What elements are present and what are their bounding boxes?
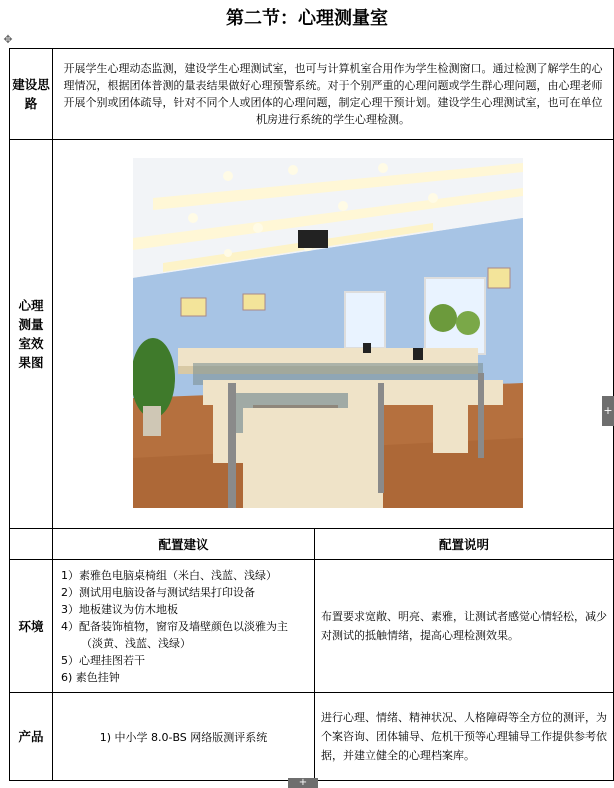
config-col-suggestion: 配置建议 — [53, 529, 315, 560]
product-note-cell — [315, 693, 614, 781]
design-label-text: 建设思路 — [12, 77, 50, 111]
list-item: 4）配备装饰植物，窗帘及墙壁颜色以淡雅为主（淡黄、浅蓝、浅绿） — [61, 619, 288, 650]
expand-row-icon[interactable]: + — [288, 778, 318, 788]
expand-column-icon[interactable]: + — [602, 396, 614, 426]
list-item: 1）素雅色电脑桌椅组（米白、浅蓝、浅绿） — [61, 568, 277, 582]
effect-label — [10, 140, 53, 529]
design-text-cell — [53, 49, 614, 140]
environment-items-cell — [53, 560, 315, 693]
product-item: 1) 中小学 8.0-BS 网络版测评系统 — [99, 730, 268, 744]
list-item: 5）心理挂图若干 — [61, 653, 145, 667]
environment-row — [10, 560, 614, 693]
config-table — [9, 48, 614, 781]
page-title: 第二节：心理测量室 — [226, 8, 388, 29]
table-move-handle-icon[interactable]: ✥ — [3, 33, 13, 46]
environment-label: 环境 — [10, 560, 53, 693]
list-item: 2）测试用电脑设备与测试结果打印设备 — [61, 585, 255, 599]
environment-note-cell — [315, 560, 614, 693]
room-photo — [133, 158, 523, 508]
product-label: 产品 — [10, 693, 53, 781]
effect-row — [10, 140, 614, 529]
effect-label-text: 心理测量室效果图 — [18, 298, 44, 370]
environment-list — [53, 565, 314, 688]
design-row — [10, 49, 614, 140]
list-item: 6) 素色挂钟 — [61, 670, 120, 684]
config-col-description: 配置说明 — [315, 529, 614, 560]
config-header-row — [10, 529, 614, 560]
design-text: 开展学生心理动态监测，建设学生心理测试室，也可与计算机室合用作为学生检测窗口。通过检测了解学生的心理情况，根据团体普测的量表结果做好心理预警系统。对于个别严重的心理问题或学生群心理问题，由心理老师开展个别或团体疏导，针对不同个人或团体的心理问题，制定心理干预计划。建设学生心理测试室，也可在单位机房进行系统的学生心理检测。 — [63, 62, 603, 126]
list-item: 3）地板建议为仿木地板 — [61, 602, 178, 616]
product-item-cell — [53, 693, 315, 781]
config-header-empty — [10, 529, 53, 560]
product-note: 进行心理、情绪、精神状况、人格障碍等全方位的测评，为个案咨询、团体辅导、危机干预等心理辅导工作提供参考依据，并建立健全的心理档案库。 — [321, 711, 607, 762]
effect-image-cell — [53, 140, 614, 529]
environment-note: 布置要求宽敞、明亮、素雅，让测试者感觉心情轻松，减少对测试的抵触情绪，提高心理检测效果。 — [321, 610, 607, 642]
design-label — [10, 49, 53, 140]
product-row — [10, 693, 614, 781]
